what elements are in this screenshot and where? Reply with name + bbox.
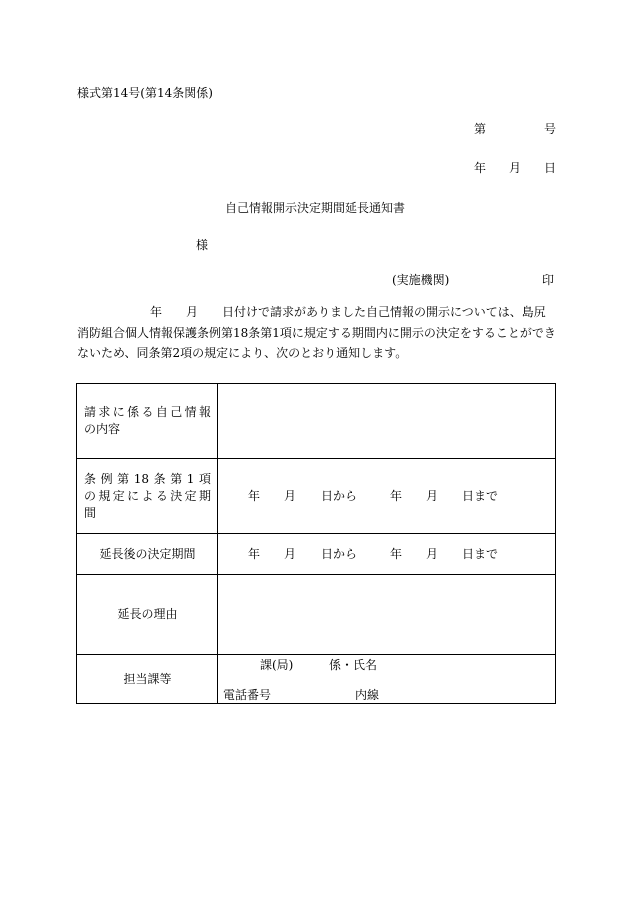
- table-row: [77, 575, 556, 655]
- number-suffix: 号: [543, 122, 556, 136]
- extended-period-value: [218, 534, 556, 575]
- body-year: 年: [150, 305, 163, 319]
- notice-body: [77, 302, 557, 364]
- original-period-value: [218, 459, 556, 534]
- period-from-month: 月: [284, 489, 297, 503]
- period-from-month: 月: [284, 547, 297, 561]
- date-year: 年: [474, 161, 487, 175]
- period-to-month: 月: [426, 547, 439, 561]
- period-to-month: 月: [426, 489, 439, 503]
- table-row: [77, 459, 556, 534]
- table-row: [77, 534, 556, 575]
- department-value: [218, 655, 556, 704]
- phone-label: 電話番号: [223, 688, 272, 702]
- period-from-year: 年: [248, 547, 261, 561]
- period-to-year: 年: [390, 489, 403, 503]
- period-from-day: 日から: [321, 489, 358, 503]
- recipient-suffix: 様: [196, 238, 209, 252]
- label-line: 条例第18条第1項: [84, 471, 211, 486]
- original-period-label: [77, 459, 218, 534]
- period-to-year: 年: [390, 547, 403, 561]
- form-number-label: 様式第14号(第14条関係): [77, 86, 213, 100]
- requested-info-value: [218, 384, 556, 459]
- period-from-year: 年: [248, 489, 261, 503]
- requested-info-label: [77, 384, 218, 459]
- department-label: 担当課等: [77, 655, 218, 704]
- extension-reason-value: [218, 575, 556, 655]
- extension-details-table: [76, 383, 556, 704]
- label-line: 請求に係る自己情報: [84, 405, 211, 419]
- period-range: [218, 489, 555, 503]
- agency-label: (実施機関): [392, 273, 450, 287]
- date-day: 日: [544, 161, 557, 175]
- document-title: 自己情報開示決定期間延長通知書: [224, 201, 405, 215]
- body-text: 日付けで請求がありました自己情報の開示については、島尻消防組合個人情報保護条例第18条第1項に規定する期間内に開示の決定をすることができないため、同条第2項の規定により、次のとおり通知します。: [77, 305, 556, 360]
- label-line: の規定による決定期: [84, 488, 211, 503]
- date-month: 月: [509, 161, 522, 175]
- label-line: 間: [84, 505, 97, 520]
- section-label: 課(局): [260, 658, 294, 672]
- body-month: 月: [186, 305, 199, 319]
- period-range: [218, 547, 555, 561]
- person-label: 係・氏名: [329, 658, 378, 672]
- seal-label: 印: [542, 273, 555, 287]
- department-details: [218, 655, 555, 703]
- extended-period-label: 延長後の決定期間: [77, 534, 218, 575]
- table-row: [77, 384, 556, 459]
- table-row: [77, 655, 556, 704]
- number-prefix: 第: [474, 122, 487, 136]
- extension-reason-label: 延長の理由: [77, 575, 218, 655]
- period-to-day: 日まで: [462, 547, 499, 561]
- period-to-day: 日まで: [462, 489, 499, 503]
- period-from-day: 日から: [321, 547, 358, 561]
- label-line: の内容: [84, 422, 121, 436]
- extension-label: 内線: [355, 688, 380, 702]
